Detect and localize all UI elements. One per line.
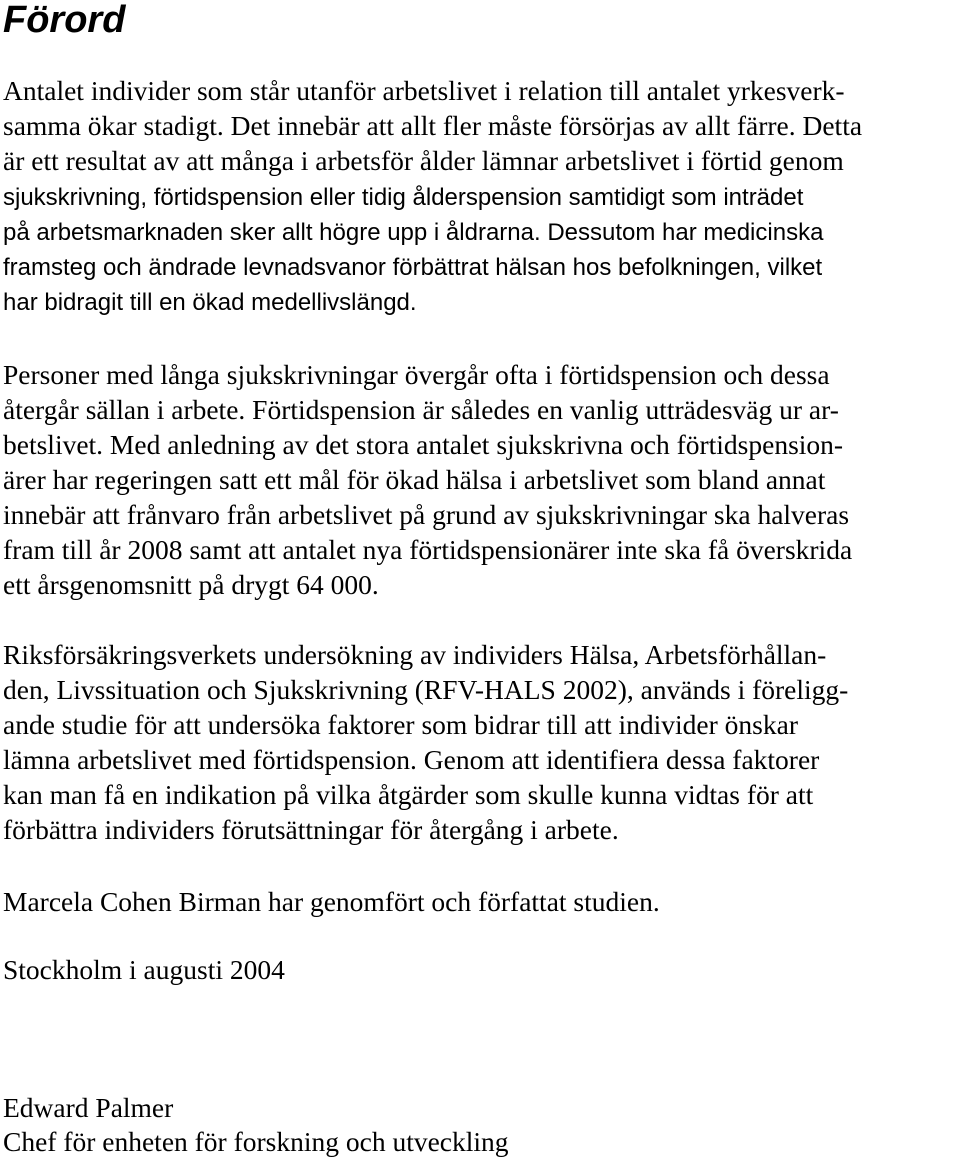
text-line: ärer har regeringen satt ett mål för ökad hälsa i arbetslivet som bland annat: [3, 464, 826, 495]
text-line: kan man få en indikation på vilka åtgärder som skulle kunna vidtas för att: [3, 779, 814, 810]
text-line: ett årsgenomsnitt på drygt 64 000.: [3, 569, 379, 600]
text-line: Riksförsäkringsverkets undersökning av individers Hälsa, Arbetsförhållan-: [3, 639, 827, 670]
text-line: framsteg och ändrade levnadsvanor förbättrat hälsan hos befolkningen, vilket: [3, 254, 823, 281]
text-line: betslivet. Med anledning av det stora antalet sjukskrivna och förtidspension-: [3, 429, 844, 460]
paragraph-intro-sans: [3, 180, 957, 320]
signature-title: Chef för enheten för forskning och utveckling: [3, 1126, 509, 1157]
text-line: återgår sällan i arbete. Förtidspension är således en vanlig utträdesväg ur ar-: [3, 394, 839, 425]
place-date: Stockholm i augusti 2004: [3, 954, 285, 985]
text-line: ande studie för att undersöka faktorer som bidrar till att individer önskar: [3, 709, 798, 740]
text-line: Antalet individer som står utanför arbetslivet i relation till antalet yrkesverk-: [3, 75, 845, 106]
text-line: sjukskrivning, förtidspension eller tidig ålderspension samtidigt som inträdet: [3, 184, 804, 211]
text-line: samma ökar stadigt. Det innebär att allt fler måste försörjas av allt färre. Detta: [3, 110, 863, 141]
paragraph-sick-leave: [3, 357, 957, 602]
page-title: Förord: [3, 0, 126, 41]
text-line: är ett resultat av att många i arbetsför ålder lämnar arbetslivet i förtid genom: [3, 145, 844, 176]
text-line: den, Livssituation och Sjukskrivning (RFV-HALS 2002), används i föreligg-: [3, 674, 849, 705]
text-line: lämna arbetslivet med förtidspension. Genom att identifiera dessa faktorer: [3, 744, 820, 775]
signature-name: Edward Palmer: [3, 1092, 174, 1123]
text-line: Personer med långa sjukskrivningar övergår ofta i förtidspension och dessa: [3, 359, 830, 390]
paragraph-author: Marcela Cohen Birman har genomfört och författat studien.: [3, 886, 660, 917]
text-line: har bidragit till en ökad medellivslängd.: [3, 289, 417, 316]
text-line: på arbetsmarknaden sker allt högre upp i åldrarna. Dessutom har medicinska: [3, 219, 824, 246]
text-line: innebär att frånvaro från arbetslivet på grund av sjukskrivningar ska halveras: [3, 499, 850, 530]
text-line: förbättra individers förutsättningar för återgång i arbete.: [3, 814, 619, 845]
paragraph-intro-serif: [3, 73, 957, 178]
paragraph-study: [3, 637, 957, 847]
text-line: fram till år 2008 samt att antalet nya förtidspensionärer inte ska få överskrida: [3, 534, 853, 565]
